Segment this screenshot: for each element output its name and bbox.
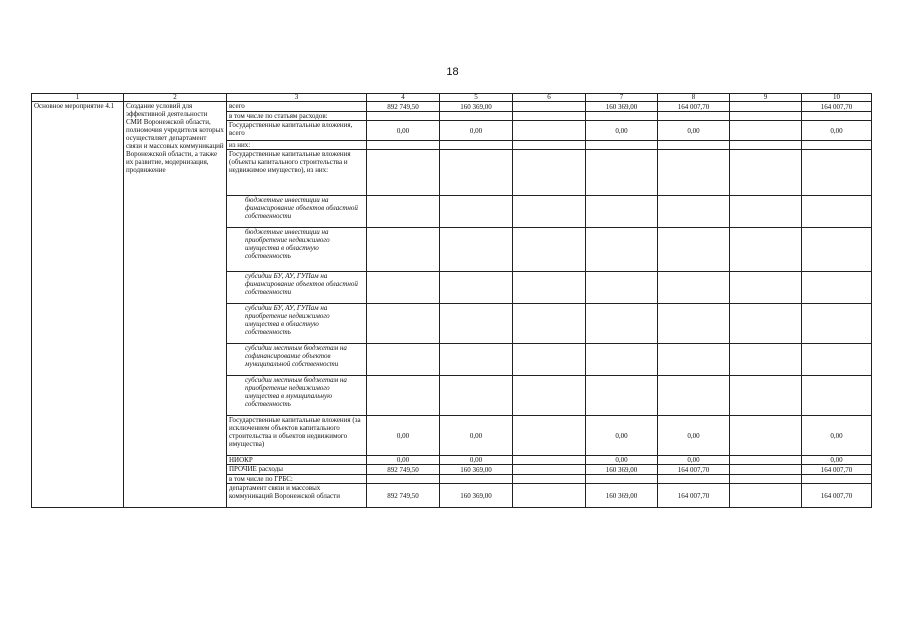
column-number-row bbox=[32, 94, 872, 102]
amount-cell bbox=[658, 228, 730, 272]
expense-label-cell: субсидии местным бюджетам на софинансирование объектов муниципальной собственности bbox=[227, 344, 367, 376]
amount-cell: 0,00 bbox=[440, 456, 513, 465]
column-number-cell: 9 bbox=[730, 94, 802, 102]
amount-cell bbox=[802, 150, 872, 196]
amount-cell bbox=[730, 196, 802, 228]
amount-cell bbox=[802, 376, 872, 416]
event-name-cell: Основное мероприятие 4.1 bbox=[32, 102, 124, 508]
amount-cell bbox=[730, 344, 802, 376]
amount-cell bbox=[730, 465, 802, 475]
amount-cell bbox=[802, 344, 872, 376]
amount-cell bbox=[730, 112, 802, 121]
amount-cell: 892 749,50 bbox=[367, 102, 440, 112]
amount-cell bbox=[440, 150, 513, 196]
table-row bbox=[32, 102, 872, 112]
amount-cell: 0,00 bbox=[658, 456, 730, 465]
expense-label-cell: Государственные капитальные вложения, всего bbox=[227, 121, 367, 141]
amount-cell: 0,00 bbox=[367, 416, 440, 456]
amount-cell bbox=[802, 228, 872, 272]
amount-cell bbox=[440, 196, 513, 228]
amount-cell bbox=[586, 376, 658, 416]
expense-label-cell: НИОКР bbox=[227, 456, 367, 465]
amount-cell bbox=[586, 304, 658, 344]
amount-cell bbox=[586, 196, 658, 228]
amount-cell: 0,00 bbox=[440, 416, 513, 456]
amount-cell bbox=[513, 121, 586, 141]
amount-cell: 164 007,70 bbox=[658, 465, 730, 475]
amount-cell bbox=[730, 456, 802, 465]
column-number-cell: 5 bbox=[440, 94, 513, 102]
amount-cell bbox=[367, 376, 440, 416]
amount-cell bbox=[513, 475, 586, 484]
amount-cell bbox=[586, 150, 658, 196]
amount-cell bbox=[440, 141, 513, 150]
amount-cell bbox=[367, 228, 440, 272]
amount-cell bbox=[440, 272, 513, 304]
amount-cell bbox=[513, 196, 586, 228]
expense-label-cell: субсидии местным бюджетам на приобретение недвижимого имущества в муниципальную собственность bbox=[227, 376, 367, 416]
expense-label-cell: Государственные капитальные вложения (за исключением объектов капитального строительства и объектов недвижимого имущества) bbox=[227, 416, 367, 456]
budget-table bbox=[31, 93, 872, 508]
column-number-cell: 10 bbox=[802, 94, 872, 102]
amount-cell bbox=[367, 344, 440, 376]
amount-cell: 160 369,00 bbox=[440, 102, 513, 112]
amount-cell bbox=[440, 228, 513, 272]
column-number-cell: 6 bbox=[513, 94, 586, 102]
expense-label-cell: в том числе по статьям расходов: bbox=[227, 112, 367, 121]
amount-cell bbox=[802, 304, 872, 344]
amount-cell bbox=[367, 304, 440, 344]
amount-cell bbox=[586, 112, 658, 121]
amount-cell bbox=[513, 272, 586, 304]
amount-cell bbox=[367, 272, 440, 304]
amount-cell bbox=[586, 272, 658, 304]
amount-cell bbox=[586, 228, 658, 272]
amount-cell bbox=[513, 112, 586, 121]
amount-cell bbox=[513, 141, 586, 150]
amount-cell bbox=[513, 150, 586, 196]
expense-label-cell: ПРОЧИЕ расходы bbox=[227, 465, 367, 475]
amount-cell bbox=[802, 141, 872, 150]
expense-label-cell: бюджетные инвестиции на финансирование объектов областной собственности bbox=[227, 196, 367, 228]
amount-cell bbox=[658, 141, 730, 150]
amount-cell: 0,00 bbox=[802, 121, 872, 141]
amount-cell: 892 749,50 bbox=[367, 484, 440, 508]
amount-cell: 160 369,00 bbox=[440, 484, 513, 508]
amount-cell bbox=[513, 465, 586, 475]
amount-cell: 164 007,70 bbox=[802, 102, 872, 112]
amount-cell bbox=[730, 475, 802, 484]
amount-cell bbox=[586, 344, 658, 376]
amount-cell bbox=[658, 344, 730, 376]
amount-cell bbox=[730, 102, 802, 112]
column-number-cell: 2 bbox=[124, 94, 227, 102]
amount-cell: 160 369,00 bbox=[586, 465, 658, 475]
amount-cell bbox=[513, 304, 586, 344]
amount-cell bbox=[730, 304, 802, 344]
amount-cell bbox=[730, 484, 802, 508]
amount-cell bbox=[586, 475, 658, 484]
amount-cell: 0,00 bbox=[586, 456, 658, 465]
page-number: 18 bbox=[446, 66, 459, 78]
amount-cell: 0,00 bbox=[586, 416, 658, 456]
amount-cell bbox=[440, 304, 513, 344]
amount-cell bbox=[367, 196, 440, 228]
expense-label-cell: субсидии БУ, АУ, ГУПам на приобретение недвижимого имущества в областную собственность bbox=[227, 304, 367, 344]
amount-cell bbox=[658, 475, 730, 484]
amount-cell bbox=[367, 475, 440, 484]
amount-cell: 0,00 bbox=[802, 416, 872, 456]
amount-cell: 0,00 bbox=[367, 456, 440, 465]
amount-cell bbox=[367, 112, 440, 121]
amount-cell bbox=[658, 304, 730, 344]
amount-cell: 0,00 bbox=[367, 121, 440, 141]
expense-label-cell: из них: bbox=[227, 141, 367, 150]
column-number-cell: 3 bbox=[227, 94, 367, 102]
amount-cell bbox=[513, 416, 586, 456]
amount-cell bbox=[730, 416, 802, 456]
amount-cell: 892 749,50 bbox=[367, 465, 440, 475]
amount-cell bbox=[730, 150, 802, 196]
amount-cell bbox=[730, 121, 802, 141]
amount-cell bbox=[730, 272, 802, 304]
amount-cell bbox=[730, 141, 802, 150]
amount-cell bbox=[367, 150, 440, 196]
amount-cell bbox=[658, 112, 730, 121]
column-number-cell: 8 bbox=[658, 94, 730, 102]
amount-cell: 164 007,70 bbox=[658, 102, 730, 112]
amount-cell: 0,00 bbox=[802, 456, 872, 465]
expense-label-cell: в том числе по ГРБС: bbox=[227, 475, 367, 484]
amount-cell: 160 369,00 bbox=[586, 102, 658, 112]
amount-cell bbox=[658, 150, 730, 196]
amount-cell bbox=[367, 141, 440, 150]
column-number-cell: 7 bbox=[586, 94, 658, 102]
expense-label-cell: бюджетные инвестиции на приобретение недвижимого имущества в областную собственность bbox=[227, 228, 367, 272]
amount-cell: 164 007,70 bbox=[658, 484, 730, 508]
expense-label-cell: Государственные капитальные вложения (объекты капитального строительства и недвижимое имущество), из них: bbox=[227, 150, 367, 196]
expense-label-cell: всего bbox=[227, 102, 367, 112]
amount-cell bbox=[513, 484, 586, 508]
amount-cell bbox=[658, 196, 730, 228]
amount-cell: 0,00 bbox=[586, 121, 658, 141]
amount-cell: 164 007,70 bbox=[802, 484, 872, 508]
amount-cell: 0,00 bbox=[658, 121, 730, 141]
expense-label-cell: департамент связи и массовых коммуникаций Воронежской области bbox=[227, 484, 367, 508]
amount-cell bbox=[802, 272, 872, 304]
amount-cell bbox=[440, 112, 513, 121]
amount-cell bbox=[513, 228, 586, 272]
amount-cell bbox=[802, 196, 872, 228]
amount-cell bbox=[513, 376, 586, 416]
amount-cell: 0,00 bbox=[658, 416, 730, 456]
amount-cell: 160 369,00 bbox=[440, 465, 513, 475]
column-number-cell: 4 bbox=[367, 94, 440, 102]
amount-cell bbox=[802, 112, 872, 121]
amount-cell bbox=[730, 376, 802, 416]
amount-cell bbox=[440, 475, 513, 484]
amount-cell bbox=[513, 456, 586, 465]
amount-cell bbox=[440, 376, 513, 416]
amount-cell bbox=[513, 344, 586, 376]
amount-cell bbox=[730, 228, 802, 272]
amount-cell bbox=[513, 102, 586, 112]
amount-cell bbox=[586, 141, 658, 150]
amount-cell bbox=[440, 344, 513, 376]
amount-cell: 160 369,00 bbox=[586, 484, 658, 508]
column-number-cell: 1 bbox=[32, 94, 124, 102]
event-description-cell: Создание условий для эффективной деятельности СМИ Воронежской области, полномочия учредителя которых осуществляет департамент связи и массовых коммуникаций Воронежской области, а также их развитие, модернизация, продвижение bbox=[124, 102, 227, 508]
amount-cell bbox=[658, 376, 730, 416]
amount-cell: 0,00 bbox=[440, 121, 513, 141]
amount-cell: 164 007,70 bbox=[802, 465, 872, 475]
amount-cell bbox=[658, 272, 730, 304]
amount-cell bbox=[802, 475, 872, 484]
expense-label-cell: субсидии БУ, АУ, ГУПам на финансирование объектов областной собственности bbox=[227, 272, 367, 304]
